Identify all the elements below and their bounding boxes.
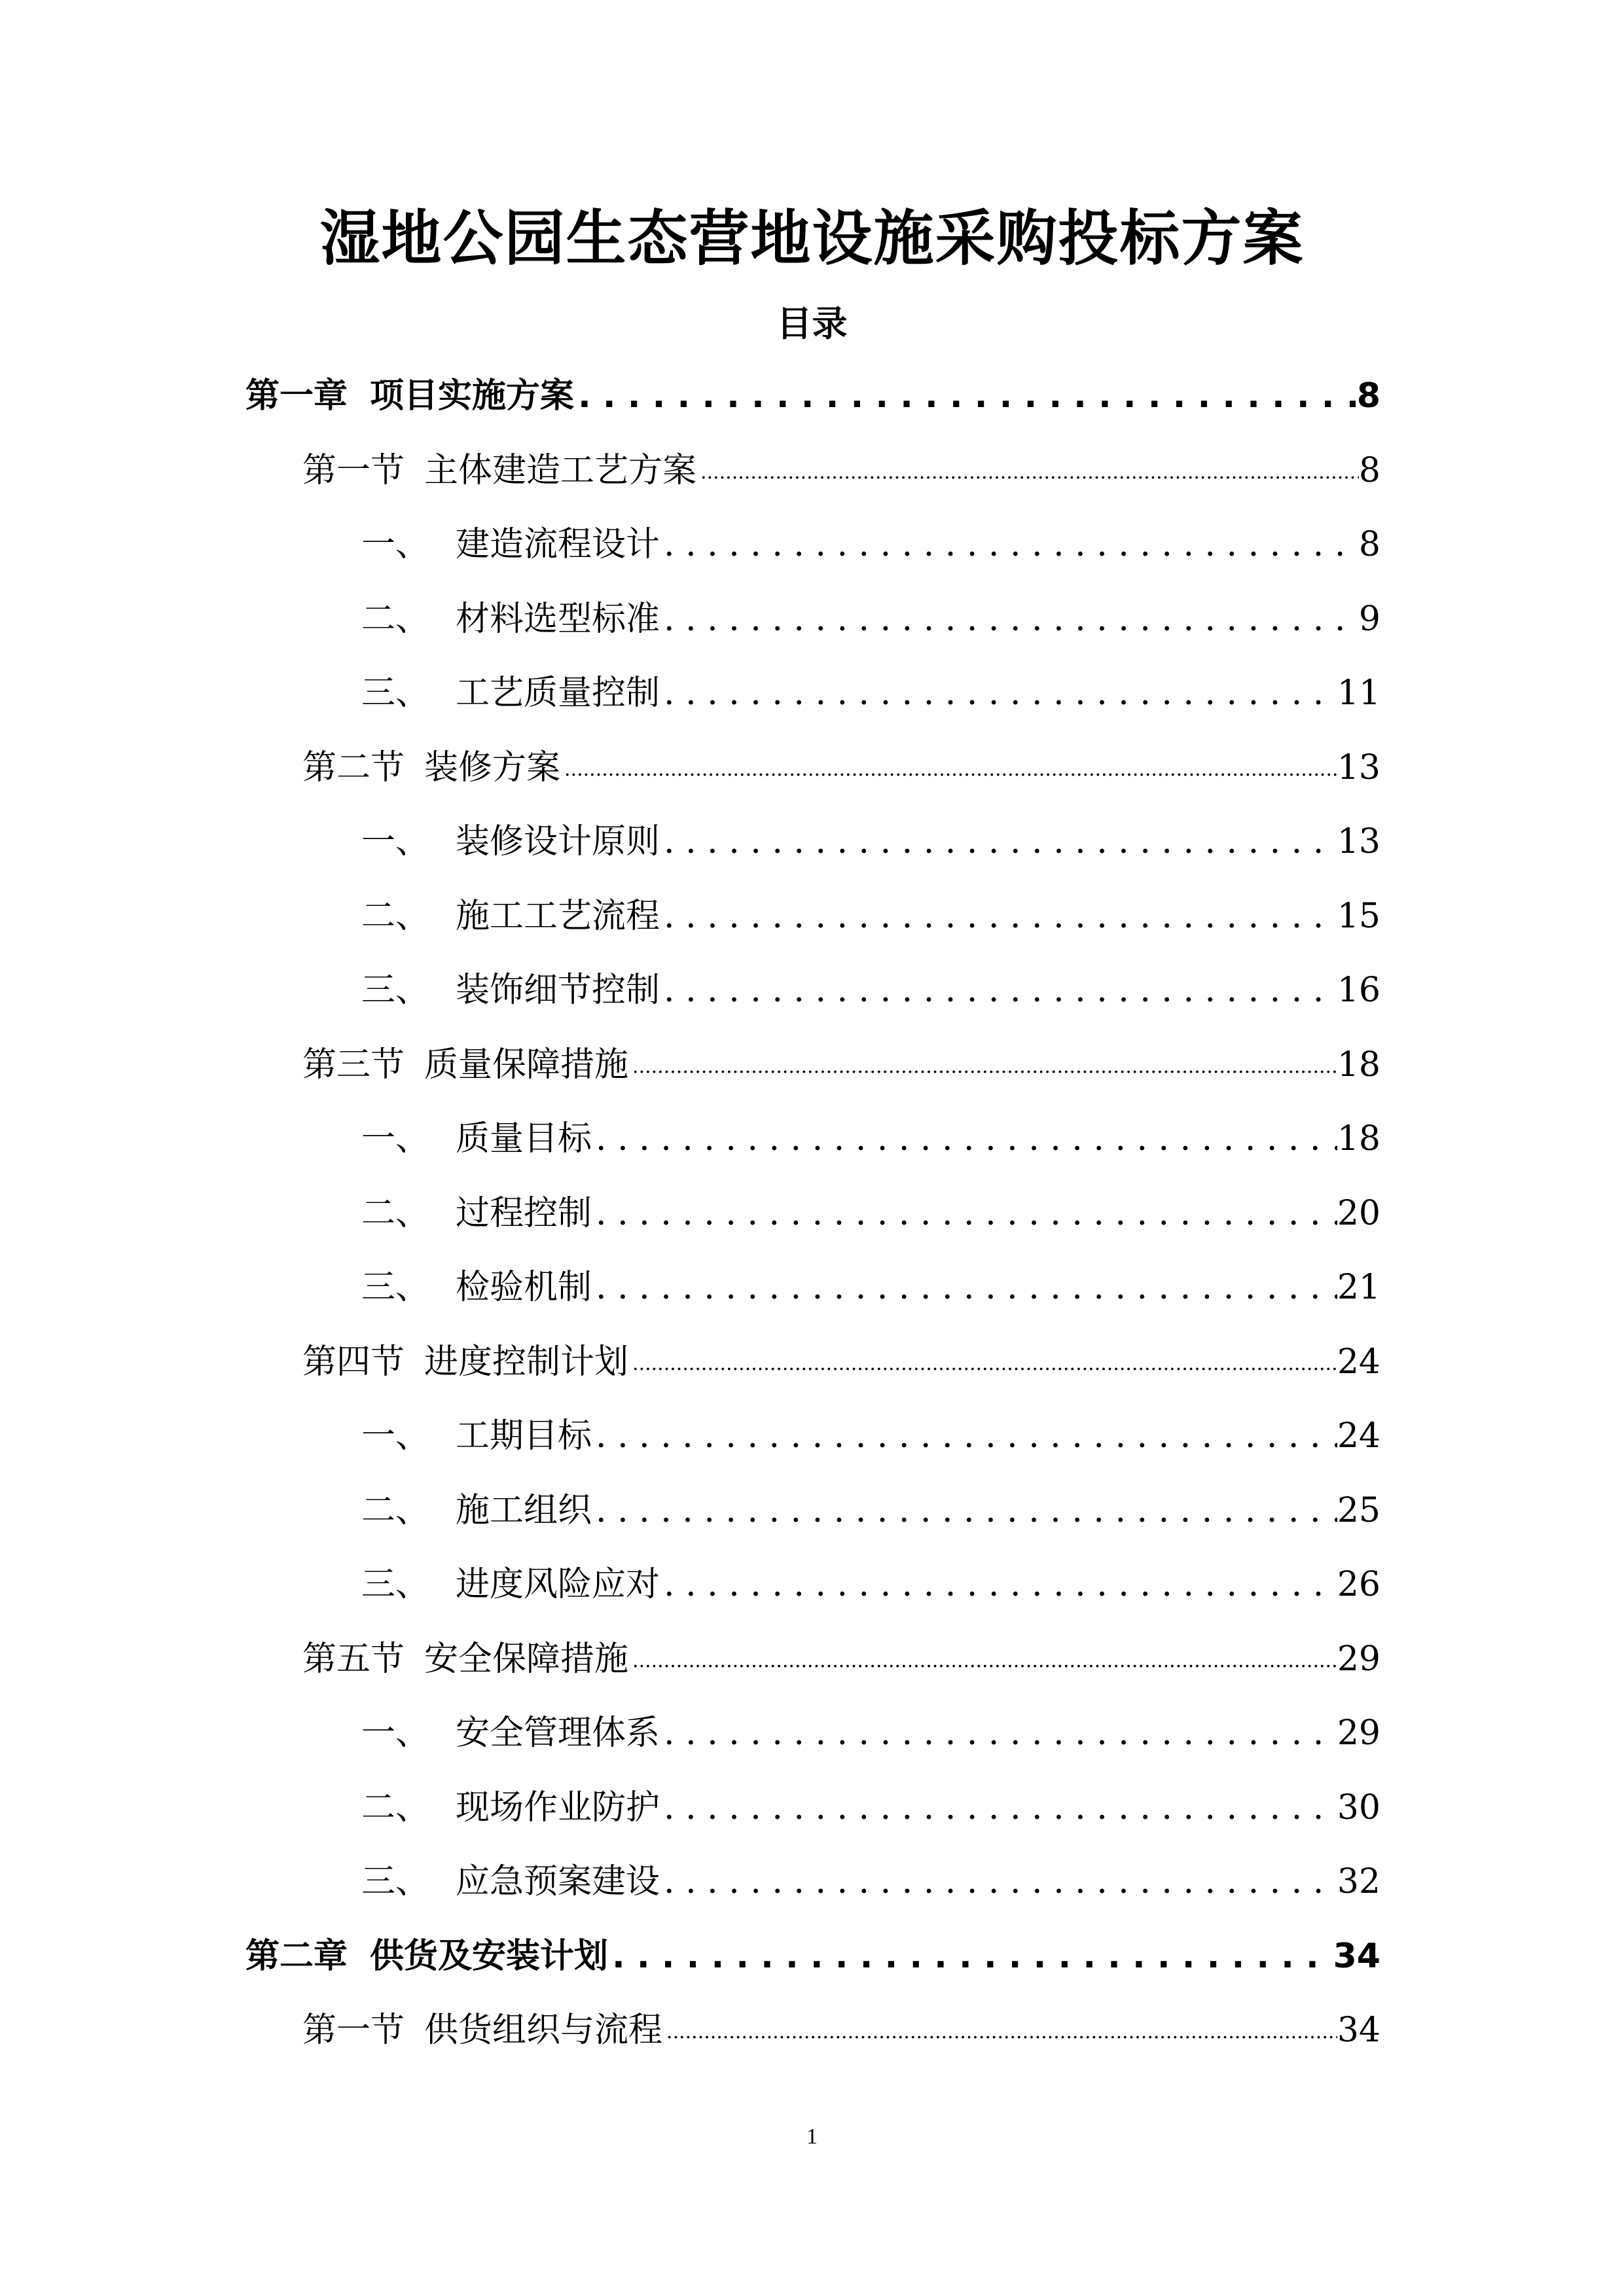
toc-entry-label: [245, 1927, 608, 1986]
toc-leader-dots: [660, 664, 1337, 723]
toc-entry-label: [361, 1258, 592, 1317]
toc-entry-label: [361, 1481, 592, 1540]
toc-entry[interactable]: [361, 1555, 1380, 1614]
toc-entry-number: 第一节: [302, 2011, 405, 2050]
toc-entry-title: 安全管理体系: [456, 1713, 660, 1753]
toc-entry-title: 工艺质量控制: [456, 673, 660, 713]
toc-leader-dots: [660, 1778, 1337, 1837]
toc-entry-label: [361, 1778, 660, 1837]
toc-entry-label: [361, 1407, 592, 1465]
toc-entry[interactable]: [302, 1035, 1380, 1094]
toc-entry-label: [361, 1704, 660, 1763]
toc-entry-label: [302, 1630, 628, 1689]
toc-entry-label: [361, 1555, 660, 1614]
toc-entry[interactable]: [361, 1184, 1380, 1243]
toc-entry[interactable]: [361, 961, 1380, 1020]
toc-entry[interactable]: [361, 590, 1380, 649]
toc-entry-number: 一、: [361, 1713, 430, 1753]
toc-entry[interactable]: [302, 1630, 1380, 1689]
toc-entry-page: 18: [1337, 1119, 1380, 1158]
toc-entry[interactable]: [302, 738, 1380, 797]
toc-entry-label: [361, 887, 660, 946]
toc-entry-title: 材料选型标准: [456, 599, 660, 639]
toc-entry-number: 第五节: [302, 1639, 405, 1679]
toc-entry[interactable]: [361, 1481, 1380, 1540]
toc-entry-title: 工期目标: [456, 1416, 592, 1456]
toc-entry-number: 第二章: [245, 1936, 348, 1976]
toc-entry-title: 施工组织: [456, 1490, 592, 1530]
toc-leader-dots: [660, 1555, 1337, 1614]
toc-entry[interactable]: [302, 441, 1380, 500]
toc-entry-number: 二、: [361, 1787, 430, 1827]
toc-entry-title: 应急预案建设: [456, 1862, 660, 1901]
toc-entry-number: 第四节: [302, 1342, 405, 1382]
toc-leader-dots: [560, 750, 1337, 797]
toc-entry-label: [245, 367, 574, 425]
toc-leader-dots: [592, 1258, 1337, 1317]
toc-entry-title: 质量保障措施: [424, 1045, 629, 1085]
toc-entry[interactable]: [361, 1778, 1380, 1837]
toc-entry-label: [302, 1035, 628, 1094]
toc-entry-label: [361, 590, 660, 649]
toc-leader-dots: [662, 2013, 1337, 2060]
toc-leader-dots: [592, 1109, 1337, 1168]
toc-entry-title: 施工工艺流程: [456, 896, 660, 936]
toc-leader-dots: [628, 1344, 1337, 1391]
toc-entry-label: [302, 738, 560, 797]
toc-entry-label: [361, 515, 660, 574]
toc-entry-page: 29: [1337, 1713, 1380, 1753]
toc-entry-label: [361, 664, 660, 723]
toc-entry-page: 29: [1337, 1639, 1380, 1679]
toc-entry-page: 24: [1337, 1342, 1380, 1382]
toc-entry-page: 8: [1356, 376, 1380, 416]
toc-entry-title: 装修方案: [424, 747, 561, 787]
toc-entry[interactable]: [361, 1407, 1380, 1465]
toc-entry-title: 安全保障措施: [424, 1639, 629, 1679]
toc-entry-page: 15: [1337, 896, 1380, 936]
toc-leader-dots: [628, 1641, 1337, 1689]
toc-entry-page: 20: [1337, 1193, 1380, 1233]
toc-leader-dots: [592, 1407, 1337, 1465]
toc-entry-title: 进度控制计划: [424, 1342, 629, 1382]
toc-entry-label: [361, 1184, 592, 1243]
toc-leader-dots: [660, 961, 1337, 1020]
toc-entry-title: 现场作业防护: [456, 1787, 660, 1827]
toc-entry-label: [302, 1333, 628, 1391]
toc-entry-title: 建造流程设计: [456, 525, 660, 564]
toc-entry-number: 一、: [361, 1416, 430, 1456]
toc-entry-label: [361, 1109, 592, 1168]
toc-entry-page: 8: [1358, 525, 1380, 564]
toc-entry-label: [302, 2001, 662, 2060]
toc-entry-page: 9: [1358, 599, 1380, 639]
toc-entry[interactable]: [245, 367, 1380, 425]
toc-leader-dots: [660, 887, 1337, 946]
toc-entry-number: 第一章: [245, 376, 348, 416]
toc-entry-page: 18: [1337, 1045, 1380, 1085]
toc-entry-number: 二、: [361, 1193, 430, 1233]
toc-leader-dots: [608, 1927, 1333, 1986]
toc-entry[interactable]: [245, 1927, 1380, 1986]
toc-entry-number: 第二节: [302, 747, 405, 787]
toc-leader-dots: [628, 1047, 1337, 1094]
toc-entry[interactable]: [361, 812, 1380, 871]
toc-entry-title: 供货及安装计划: [370, 1936, 609, 1976]
toc-entry-page: 34: [1333, 1936, 1380, 1976]
toc-leader-dots: [592, 1184, 1337, 1243]
toc-entry[interactable]: [361, 515, 1380, 574]
toc-entry[interactable]: [361, 1852, 1380, 1911]
toc-entry-page: 32: [1337, 1862, 1380, 1901]
toc-entry-page: 13: [1337, 822, 1380, 861]
toc-entry-page: 26: [1337, 1565, 1380, 1604]
toc-entry-label: [361, 812, 660, 871]
toc-entry-title: 进度风险应对: [456, 1565, 660, 1604]
toc-heading: 目录: [776, 303, 848, 344]
toc-entry-page: 11: [1337, 673, 1380, 713]
toc-entry[interactable]: [361, 664, 1380, 723]
toc-leader-dots: [592, 1481, 1337, 1540]
toc-entry-number: 三、: [361, 1862, 430, 1901]
toc-entry[interactable]: [302, 1333, 1380, 1391]
toc-entry-number: 二、: [361, 599, 430, 639]
document-title: 湿地公园生态营地设施采购投标方案: [319, 204, 1305, 274]
toc-leader-dots: [574, 367, 1357, 425]
toc-entry-page: 21: [1337, 1268, 1380, 1307]
toc-entry-number: 二、: [361, 1490, 430, 1530]
toc-entry-number: 第一节: [302, 450, 405, 490]
toc-entry-page: 25: [1337, 1490, 1380, 1530]
toc-leader-dots: [660, 1704, 1337, 1763]
toc-entry-number: 一、: [361, 822, 430, 861]
toc-leader-dots: [660, 590, 1359, 649]
toc-entry-page: 30: [1337, 1787, 1380, 1827]
toc-entry-number: 第三节: [302, 1045, 405, 1085]
toc-entry-title: 质量目标: [456, 1119, 592, 1158]
toc-leader-dots: [660, 812, 1337, 871]
toc-entry-number: 三、: [361, 673, 430, 713]
toc-entry-title: 装修设计原则: [456, 822, 660, 861]
toc-entry-number: 三、: [361, 971, 430, 1010]
toc-entry-page: 8: [1358, 450, 1380, 490]
toc-entry-title: 主体建造工艺方案: [424, 450, 697, 490]
toc-entry[interactable]: [302, 2001, 1380, 2060]
toc-entry-title: 项目实施方案: [370, 376, 575, 416]
toc-entry[interactable]: [361, 1704, 1380, 1763]
toc-entry-label: [361, 961, 660, 1020]
toc-entry-label: [302, 441, 696, 500]
toc-entry[interactable]: [361, 1109, 1380, 1168]
toc-entry-title: 检验机制: [456, 1268, 592, 1307]
toc-entry-number: 一、: [361, 525, 430, 564]
toc-entry-label: [361, 1852, 660, 1911]
page-number: 1: [806, 2125, 818, 2149]
toc-entry-page: 13: [1337, 747, 1380, 787]
toc-entry-title: 过程控制: [456, 1193, 592, 1233]
toc-entry-number: 一、: [361, 1119, 430, 1158]
toc-entry-title: 供货组织与流程: [424, 2011, 663, 2050]
toc-entry[interactable]: [361, 887, 1380, 946]
toc-entry-page: 34: [1337, 2011, 1380, 2050]
toc-entry-number: 三、: [361, 1268, 430, 1307]
toc-entry-page: 16: [1337, 971, 1380, 1010]
toc-entry-page: 24: [1337, 1416, 1380, 1456]
toc-entry-number: 二、: [361, 896, 430, 936]
toc-leader-dots: [660, 1852, 1337, 1911]
toc-leader-dots: [660, 515, 1359, 574]
toc-leader-dots: [696, 453, 1359, 500]
table-of-contents: [0, 367, 1624, 2055]
toc-entry[interactable]: [361, 1258, 1380, 1317]
toc-entry-number: 三、: [361, 1565, 430, 1604]
toc-entry-title: 装饰细节控制: [456, 971, 660, 1010]
